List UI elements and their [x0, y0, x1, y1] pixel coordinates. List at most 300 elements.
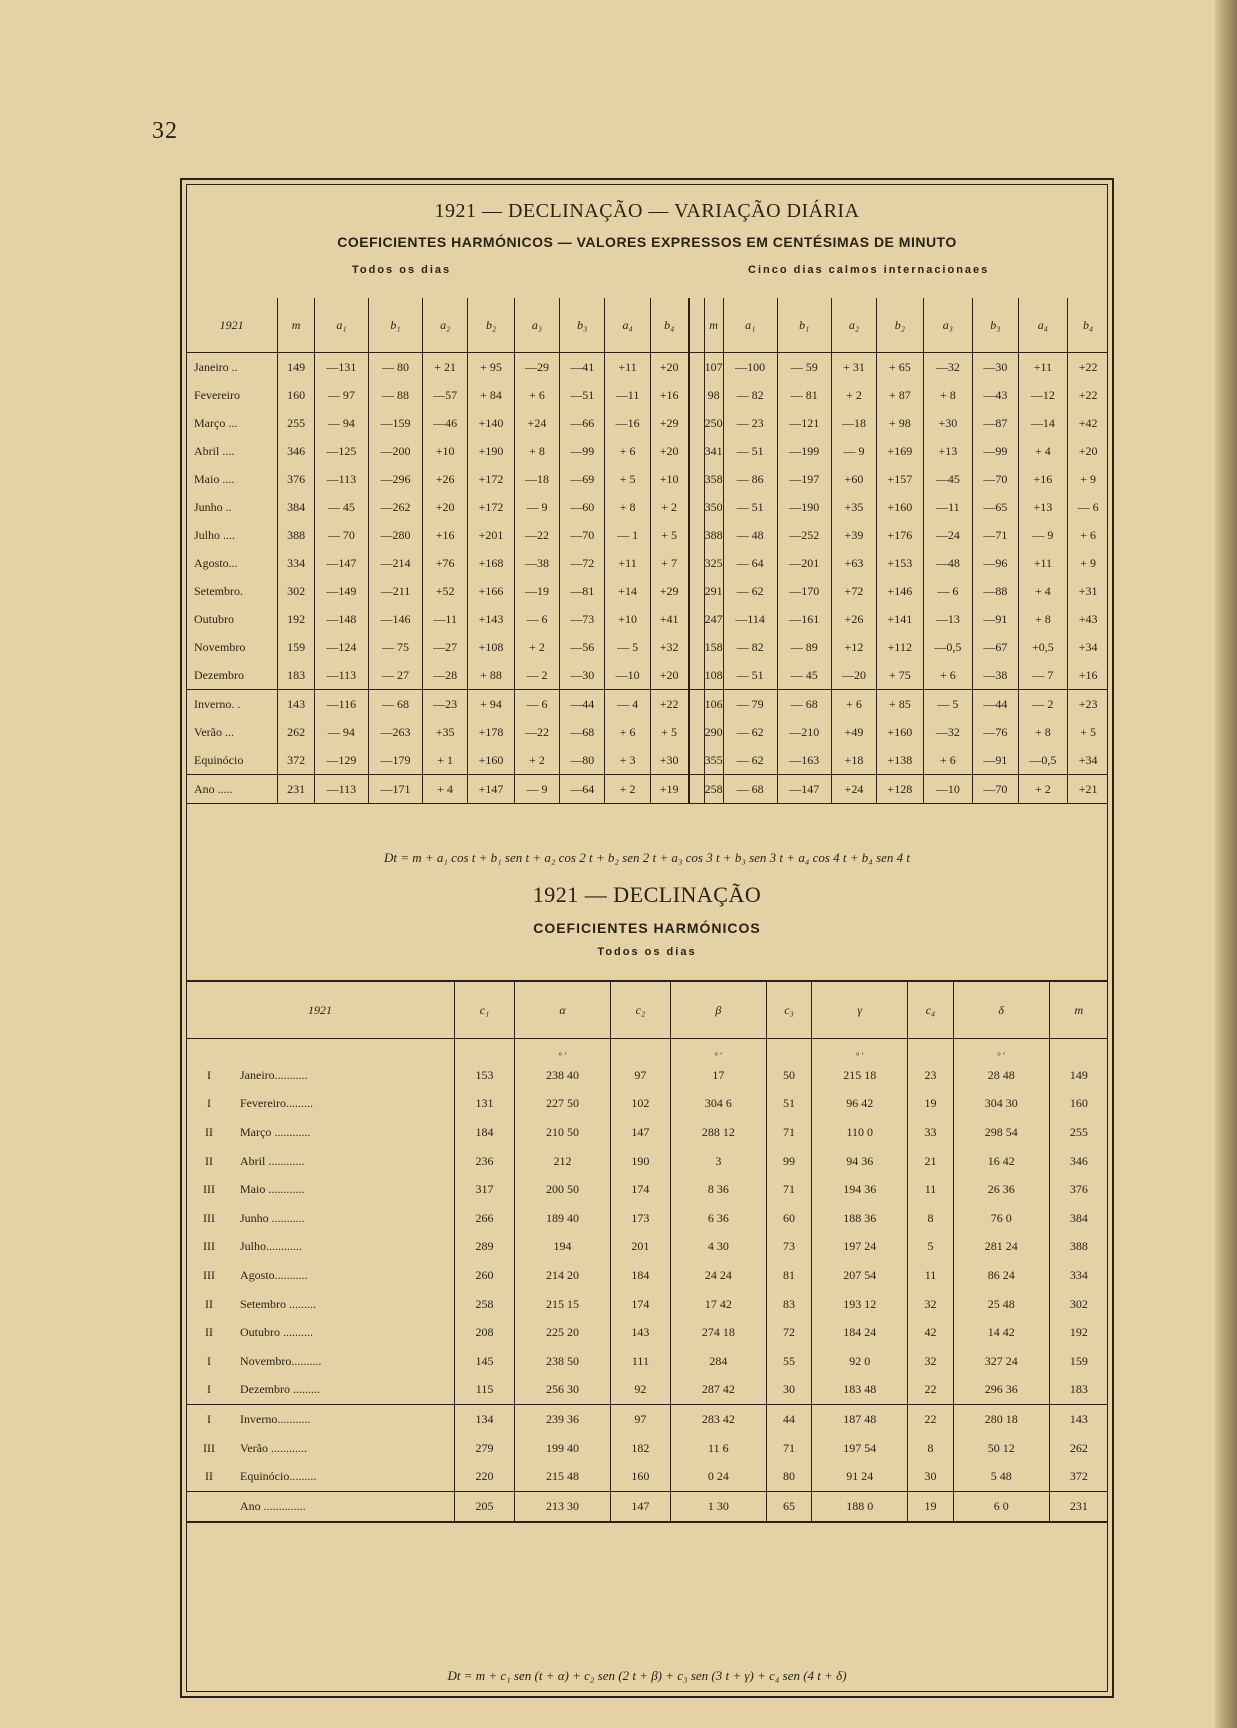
cell-value: —210: [777, 718, 831, 746]
cell-value: 8: [908, 1204, 954, 1233]
cell-value: 110 0: [812, 1118, 908, 1147]
cell-value: +29: [650, 409, 688, 437]
cell-value: +16: [423, 521, 468, 549]
blank-cell: [186, 1039, 232, 1062]
row-label: Março ...: [194, 415, 238, 430]
cell-value: + 6: [514, 381, 559, 409]
cell-value: +13: [1018, 493, 1068, 521]
row-label: Dezembro .........: [240, 1382, 320, 1397]
cell-value: 183: [1049, 1376, 1108, 1405]
cell-value: 183: [278, 661, 315, 690]
cell-value: —76: [973, 718, 1018, 746]
cell-value: 19: [908, 1090, 954, 1119]
cell-value: +190: [468, 437, 514, 465]
cell-value: 189 40: [515, 1204, 611, 1233]
cell-value: + 8: [514, 437, 559, 465]
cell-value: —147: [777, 775, 831, 804]
cell-value: +112: [877, 633, 923, 661]
cell-value: 147: [610, 1118, 670, 1147]
cell-value: 160: [278, 381, 315, 409]
cell-value: —190: [777, 493, 831, 521]
row-label: Outubro: [194, 611, 234, 626]
cell-value: 327 24: [953, 1347, 1049, 1376]
section1-subtitle: COEFICIENTES HARMÓNICOS — VALORES EXPRESSOS EM CENTÉSIMAS DE MINUTO: [337, 234, 957, 250]
cell-value: —149: [314, 577, 368, 605]
cell-value: —113: [314, 465, 368, 493]
column-header: a₁: [314, 298, 368, 353]
cell-value: —171: [368, 775, 422, 804]
column-header: b₃: [973, 298, 1018, 353]
cell-value: +11: [605, 549, 650, 577]
row-label: Abril ............: [240, 1153, 305, 1168]
row-roman-numeral: I: [207, 1353, 211, 1368]
cell-value: — 82: [723, 381, 777, 409]
cell-value: + 2: [1018, 775, 1068, 804]
row-label: Setembro .........: [240, 1296, 316, 1311]
cell-value: —214: [368, 549, 422, 577]
cell-value: —51: [560, 381, 605, 409]
cell-value: +153: [877, 549, 923, 577]
column-header: a₃: [514, 298, 559, 353]
cell-value: —70: [973, 775, 1018, 804]
cell-value: +160: [877, 718, 923, 746]
cell-value: + 2: [514, 633, 559, 661]
cell-value: —11: [423, 605, 468, 633]
cell-value: —87: [973, 409, 1018, 437]
cell-value: —0,5: [1018, 746, 1068, 775]
table-row: [186, 1147, 1108, 1176]
cell-value: +22: [650, 690, 688, 719]
cell-value: — 6: [514, 690, 559, 719]
table-row: [186, 549, 1108, 577]
row-roman-numeral: I: [207, 1096, 211, 1111]
cell-value: +31: [1068, 577, 1108, 605]
cell-value: —28: [423, 661, 468, 690]
cell-value: + 9: [1068, 465, 1108, 493]
row-roman-numeral: III: [203, 1182, 215, 1197]
cell-value: — 81: [777, 381, 831, 409]
cell-value: —200: [368, 437, 422, 465]
cell-value: +10: [423, 437, 468, 465]
cell-value: 213 30: [515, 1491, 611, 1521]
row-label: Agosto...........: [240, 1267, 308, 1282]
cell-value: —66: [560, 409, 605, 437]
cell-value: + 6: [1068, 521, 1108, 549]
cell-value: — 5: [605, 633, 650, 661]
column-gap: [689, 409, 705, 437]
cell-value: + 21: [423, 353, 468, 382]
cell-value: 73: [766, 1233, 812, 1262]
cell-value: 42: [908, 1318, 954, 1347]
row-label: Março ............: [240, 1124, 311, 1139]
row-label: Inverno...........: [232, 1405, 455, 1434]
cell-value: + 4: [423, 775, 468, 804]
blank-cell: [766, 1039, 812, 1062]
row-label: Julho ....: [194, 527, 236, 542]
cell-value: +32: [650, 633, 688, 661]
cell-value: —22: [514, 521, 559, 549]
cell-value: +34: [1068, 746, 1108, 775]
cell-value: +39: [831, 521, 876, 549]
cell-value: 255: [278, 409, 315, 437]
blank-cell: [232, 1039, 455, 1062]
cell-value: 22: [908, 1376, 954, 1405]
cell-value: —88: [973, 577, 1018, 605]
cell-value: 194: [515, 1233, 611, 1262]
cell-value: 131: [455, 1090, 515, 1119]
cell-value: +178: [468, 718, 514, 746]
cell-value: 8 36: [670, 1175, 766, 1204]
cell-value: —32: [923, 718, 973, 746]
cell-value: 158: [704, 633, 723, 661]
cell-value: 23: [908, 1061, 954, 1090]
cell-value: —211: [368, 577, 422, 605]
cell-value: + 1: [423, 746, 468, 775]
cell-value: +14: [605, 577, 650, 605]
cell-value: 19: [908, 1491, 954, 1521]
row-label: Junho ...........: [240, 1210, 305, 1225]
cell-value: — 68: [723, 775, 777, 804]
cell-value: — 97: [314, 381, 368, 409]
cell-value: + 2: [650, 493, 688, 521]
cell-value: 5: [908, 1233, 954, 1262]
column-gap: [689, 549, 705, 577]
cell-value: 160: [1049, 1090, 1108, 1119]
cell-value: +21: [1068, 775, 1108, 804]
cell-value: — 70: [314, 521, 368, 549]
cell-value: +34: [1068, 633, 1108, 661]
table-row: [186, 605, 1108, 633]
cell-value: 11: [908, 1175, 954, 1204]
cell-value: 207 54: [812, 1261, 908, 1290]
cell-value: — 6: [1068, 493, 1108, 521]
section1-title: 1921 — DECLINAÇÃO — VARIAÇÃO DIÁRIA: [434, 200, 860, 222]
cell-value: +176: [877, 521, 923, 549]
column-header: a₂: [831, 298, 876, 353]
cell-value: — 94: [314, 718, 368, 746]
cell-value: —197: [777, 465, 831, 493]
cell-value: 262: [1049, 1434, 1108, 1463]
cell-value: — 51: [723, 437, 777, 465]
cell-value: —70: [560, 521, 605, 549]
cell-value: +166: [468, 577, 514, 605]
cell-value: 24 24: [670, 1261, 766, 1290]
cell-value: +35: [423, 718, 468, 746]
cell-value: +20: [650, 353, 688, 382]
cell-value: 197 24: [812, 1233, 908, 1262]
cell-value: +11: [605, 353, 650, 382]
table-row: [186, 633, 1108, 661]
degree-minute-row: [186, 1039, 1108, 1062]
cell-value: +26: [831, 605, 876, 633]
row-roman-numeral: I: [186, 1405, 232, 1434]
column-header: c₂: [610, 981, 670, 1039]
cell-value: +30: [923, 409, 973, 437]
cell-value: 134: [455, 1405, 515, 1434]
cell-value: 289: [455, 1233, 515, 1262]
cell-value: — 6: [923, 577, 973, 605]
cell-value: 174: [610, 1290, 670, 1319]
cell-value: 260: [455, 1261, 515, 1290]
cell-value: —147: [314, 549, 368, 577]
cell-value: 11 6: [670, 1434, 766, 1463]
cell-value: 80: [766, 1462, 812, 1491]
cell-value: — 2: [514, 661, 559, 690]
cell-value: — 82: [723, 633, 777, 661]
cell-value: 346: [278, 437, 315, 465]
cell-value: +108: [468, 633, 514, 661]
cell-value: +16: [1068, 661, 1108, 690]
cell-value: 97: [610, 1061, 670, 1090]
cell-value: + 5: [650, 521, 688, 549]
cell-value: —64: [560, 775, 605, 804]
row-roman-numeral: III: [203, 1210, 215, 1225]
cell-value: —159: [368, 409, 422, 437]
cell-value: +20: [650, 661, 688, 690]
table-row: [186, 1318, 1108, 1347]
cell-value: +20: [423, 493, 468, 521]
cell-value: —10: [923, 775, 973, 804]
section2-title: 1921 — DECLINAÇÃO: [532, 882, 762, 907]
column-header: a₁: [723, 298, 777, 353]
cell-value: 21: [908, 1147, 954, 1176]
blank-cell: [610, 1039, 670, 1062]
cell-value: —99: [973, 437, 1018, 465]
cell-value: +10: [605, 605, 650, 633]
column-gap: [689, 775, 705, 804]
page-number: 32: [152, 118, 178, 144]
cell-value: + 6: [923, 661, 973, 690]
cell-value: —12: [1018, 381, 1068, 409]
cell-value: + 65: [877, 353, 923, 382]
table-body: [186, 1039, 1108, 1522]
cell-value: —20: [831, 661, 876, 690]
row-label: Inverno. .: [186, 690, 278, 719]
cell-value: +20: [650, 437, 688, 465]
cell-value: 108: [704, 661, 723, 690]
cell-value: —43: [973, 381, 1018, 409]
column-gap: [689, 633, 705, 661]
row-roman-numeral: III: [203, 1440, 215, 1455]
cell-value: —57: [423, 381, 468, 409]
cell-value: 14 42: [953, 1318, 1049, 1347]
row-label: Verão ...: [194, 724, 234, 739]
cell-value: 86 24: [953, 1261, 1049, 1290]
table-row: [186, 1491, 1108, 1521]
cell-value: + 85: [877, 690, 923, 719]
cell-value: 302: [1049, 1290, 1108, 1319]
row-roman-numeral: II: [205, 1325, 213, 1340]
cell-value: + 2: [831, 381, 876, 409]
cell-value: 296 36: [953, 1376, 1049, 1405]
cell-value: + 3: [605, 746, 650, 775]
cell-value: —113: [314, 661, 368, 690]
cell-value: —170: [777, 577, 831, 605]
table-row: [186, 1434, 1108, 1463]
cell-value: 384: [278, 493, 315, 521]
row-label: Ano ..............: [232, 1491, 455, 1521]
row-label: Novembro..........: [240, 1353, 322, 1368]
row-roman-numeral: II: [205, 1124, 213, 1139]
table-row: [186, 1376, 1108, 1405]
blank-cell: [1049, 1039, 1108, 1062]
column-header: a₄: [1018, 298, 1068, 353]
cell-value: —280: [368, 521, 422, 549]
column-gap: [689, 746, 705, 775]
cell-value: 159: [278, 633, 315, 661]
cell-value: 201: [610, 1233, 670, 1262]
cell-value: 97: [610, 1405, 670, 1434]
cell-value: 236: [455, 1147, 515, 1176]
cell-value: 184: [455, 1118, 515, 1147]
cell-value: —29: [514, 353, 559, 382]
cell-value: 258: [704, 775, 723, 804]
cell-value: 60: [766, 1204, 812, 1233]
row-roman-numeral: II: [205, 1296, 213, 1311]
cell-value: —41: [560, 353, 605, 382]
cell-value: 50: [766, 1061, 812, 1090]
cell-value: 283 42: [670, 1405, 766, 1434]
cell-value: 280 18: [953, 1405, 1049, 1434]
cell-value: +157: [877, 465, 923, 493]
cell-value: 143: [1049, 1405, 1108, 1434]
cell-value: 6 0: [953, 1491, 1049, 1521]
table-row: [186, 690, 1108, 719]
cell-value: +19: [650, 775, 688, 804]
row-label: Novembro: [194, 639, 246, 654]
cell-value: 92 0: [812, 1347, 908, 1376]
cell-value: —179: [368, 746, 422, 775]
column-gap: [689, 521, 705, 549]
cell-value: 3: [670, 1147, 766, 1176]
cell-value: +141: [877, 605, 923, 633]
cell-value: —69: [560, 465, 605, 493]
cell-value: 98: [704, 381, 723, 409]
row-roman-numeral: I: [207, 1382, 211, 1397]
column-header: b₁: [368, 298, 422, 353]
cell-value: 266: [455, 1204, 515, 1233]
cell-value: +11: [1018, 549, 1068, 577]
cell-value: — 27: [368, 661, 422, 690]
cell-value: —22: [514, 718, 559, 746]
cell-value: — 9: [831, 437, 876, 465]
cell-value: — 79: [723, 690, 777, 719]
cell-value: —125: [314, 437, 368, 465]
cell-value: +160: [468, 746, 514, 775]
row-label: Janeiro...........: [240, 1067, 308, 1082]
cell-value: —44: [973, 690, 1018, 719]
table-header-row: [186, 298, 1108, 353]
table-row: [186, 746, 1108, 775]
table-row: [186, 1347, 1108, 1376]
page-edge: [1215, 0, 1237, 1728]
table-row: [186, 493, 1108, 521]
cell-value: —100: [723, 353, 777, 382]
cell-value: 290: [704, 718, 723, 746]
cell-value: +201: [468, 521, 514, 549]
cell-value: 372: [1049, 1462, 1108, 1491]
cell-value: +169: [877, 437, 923, 465]
cell-value: +43: [1068, 605, 1108, 633]
cell-value: + 8: [605, 493, 650, 521]
cell-value: +76: [423, 549, 468, 577]
cell-value: —23: [423, 690, 468, 719]
column-gap: [689, 718, 705, 746]
group-all-days: Todos os dias: [352, 264, 452, 276]
cell-value: + 6: [923, 746, 973, 775]
cell-value: 96 42: [812, 1090, 908, 1119]
cell-value: 208: [455, 1318, 515, 1347]
section2-subtitle: COEFICIENTES HARMÓNICOS: [533, 920, 761, 936]
column-header: m: [278, 298, 315, 353]
column-header: c₄: [908, 981, 954, 1039]
cell-value: 106: [704, 690, 723, 719]
cell-value: —116: [314, 690, 368, 719]
cell-value: —45: [923, 465, 973, 493]
cell-value: 215 48: [515, 1462, 611, 1491]
cell-value: — 62: [723, 577, 777, 605]
cell-value: —121: [777, 409, 831, 437]
cell-value: 355: [704, 746, 723, 775]
cell-value: +172: [468, 493, 514, 521]
cell-value: 255: [1049, 1118, 1108, 1147]
cell-value: —99: [560, 437, 605, 465]
cell-value: —124: [314, 633, 368, 661]
cell-value: 160: [610, 1462, 670, 1491]
column-gap: [689, 437, 705, 465]
cell-value: 346: [1049, 1147, 1108, 1176]
row-label: Equinócio.........: [240, 1469, 317, 1484]
table-row: [186, 1118, 1108, 1147]
cell-value: + 95: [468, 353, 514, 382]
cell-value: + 31: [831, 353, 876, 382]
cell-value: +49: [831, 718, 876, 746]
cell-value: 65: [766, 1491, 812, 1521]
cell-value: — 68: [777, 690, 831, 719]
row-label: Abril ....: [194, 443, 235, 458]
cell-value: 220: [455, 1462, 515, 1491]
cell-value: + 8: [1018, 718, 1068, 746]
cell-value: — 48: [723, 521, 777, 549]
cell-value: +22: [1068, 353, 1108, 382]
row-label: Equinócio: [194, 752, 244, 767]
cell-value: — 1: [605, 521, 650, 549]
cell-value: 215 18: [812, 1061, 908, 1090]
table-row: [186, 1290, 1108, 1319]
cell-value: —13: [923, 605, 973, 633]
column-gap: [689, 381, 705, 409]
amplitude-phase-table: [186, 980, 1108, 1523]
cell-value: 298 54: [953, 1118, 1049, 1147]
cell-value: 99: [766, 1147, 812, 1176]
cell-value: + 5: [1068, 718, 1108, 746]
cell-value: — 80: [368, 353, 422, 382]
column-gap: [689, 353, 705, 382]
column-header: b₄: [1068, 298, 1108, 353]
cell-value: 250: [704, 409, 723, 437]
cell-value: 247: [704, 605, 723, 633]
cell-value: — 59: [777, 353, 831, 382]
cell-value: + 84: [468, 381, 514, 409]
cell-value: 22: [908, 1405, 954, 1434]
cell-value: 83: [766, 1290, 812, 1319]
cell-value: 388: [704, 521, 723, 549]
column-header: a₃: [923, 298, 973, 353]
cell-value: 287 42: [670, 1376, 766, 1405]
table-row: [186, 1061, 1108, 1090]
cell-value: 143: [610, 1318, 670, 1347]
row-label: Setembro.: [194, 583, 243, 598]
